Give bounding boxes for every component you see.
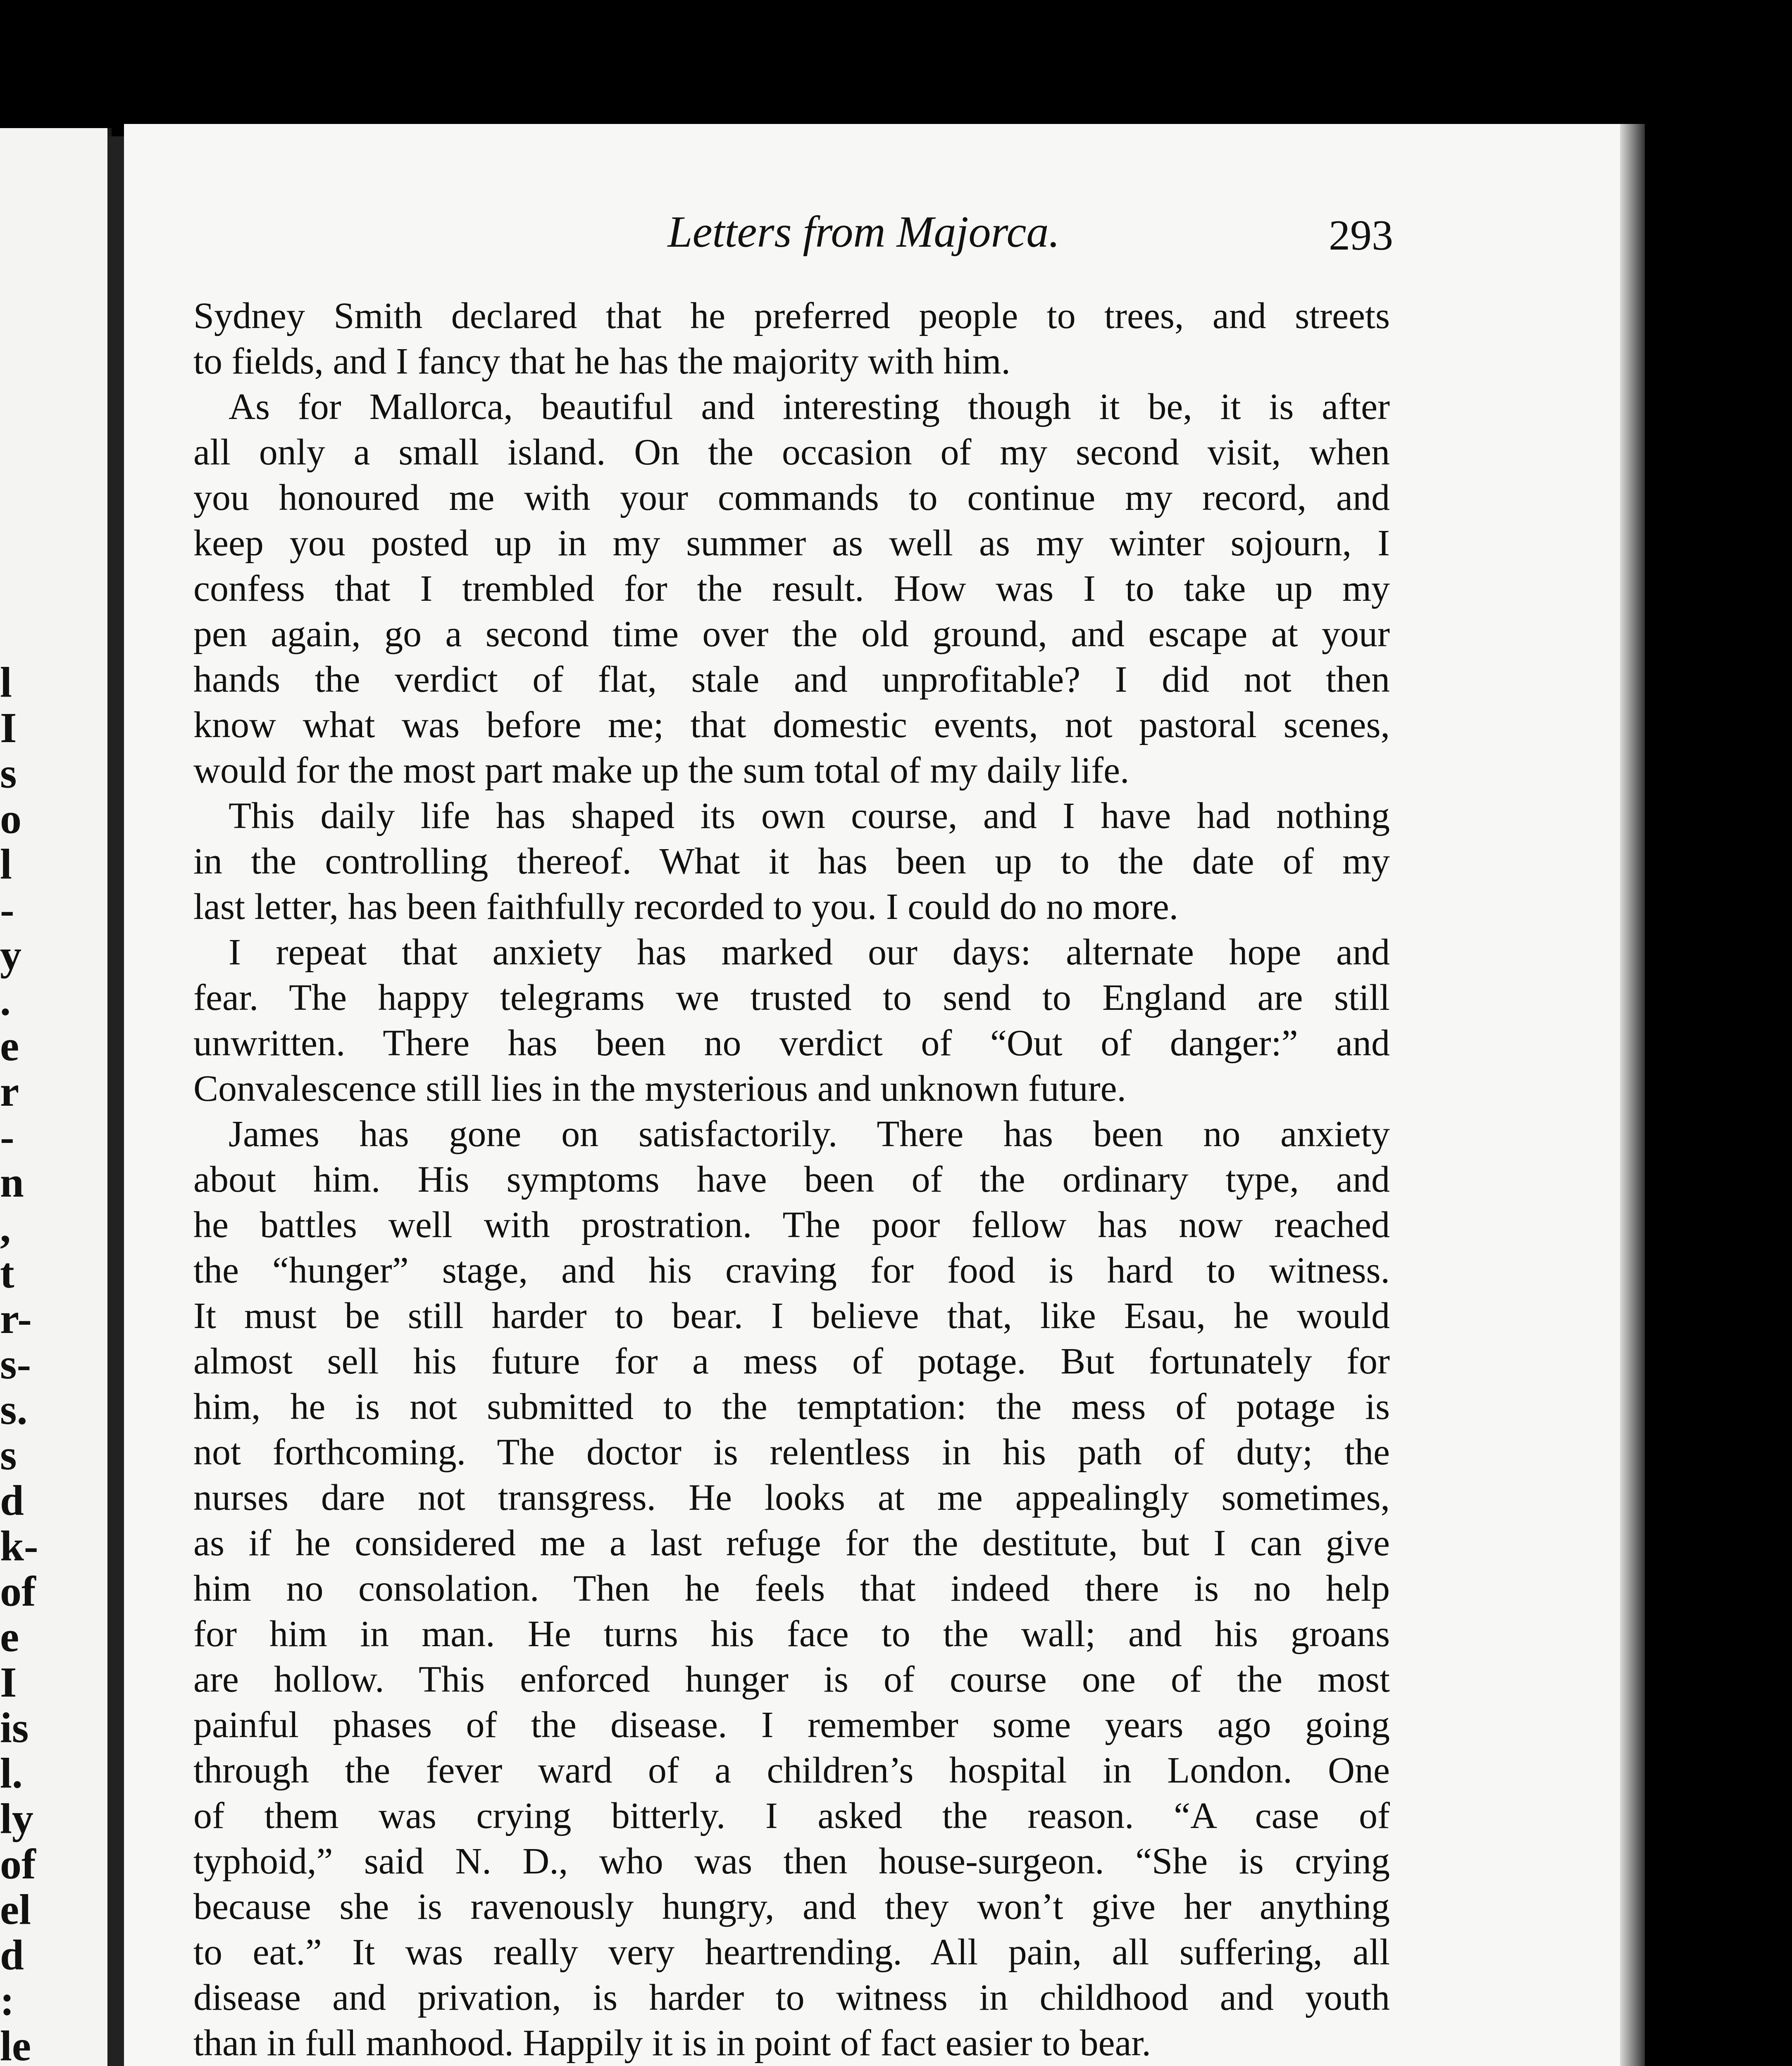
facing-page-fragment: I [0,704,17,752]
facing-page-fragment: el [0,1886,31,1933]
book-page [124,124,1628,2066]
text-line: pen again, go a second time over the old ground, and escape at your [193,614,1390,655]
text-line: to fields, and I fancy that he has the majority with him. [193,341,1011,382]
text-line: than in full manhood. Happily it is in point of fact easier to bear. [193,2023,1151,2064]
facing-page-fragment: . [0,977,11,1024]
text-line: in the controlling thereof. What it has been up to the date of my [193,841,1390,882]
facing-page-fragment: of [0,1568,36,1615]
facing-page-fragment: d [0,1477,24,1524]
text-line: not forthcoming. The doctor is relentless in his path of duty; the [193,1432,1390,1473]
facing-page-fragment: t [0,1250,14,1297]
text-line: James has gone on satisfactorily. There has been no anxiety [229,1114,1390,1154]
facing-page-fragment: k- [0,1522,38,1570]
text-line: of them was crying bitterly. I asked the reason. “A case of [193,1795,1390,1836]
facing-page-fragment: s [0,1431,17,1479]
facing-page-fragment: : [0,1977,14,2024]
text-line: keep you posted up in my summer as well as my winter sojourn, I [193,523,1390,564]
text-line: you honoured me with your commands to continue my record, and [193,477,1390,518]
text-line: the “hunger” stage, and his craving for food is hard to witness. [193,1250,1390,1291]
text-line: because she is ravenously hungry, and they won’t give her anything [193,1886,1390,1927]
facing-page-fragment: l. [0,1749,23,1797]
text-line: would for the most part make up the sum total of my daily life. [193,750,1130,791]
text-line: for him in man. He turns his face to the wall; and his groans [193,1614,1390,1654]
facing-page-fragment: l [0,659,12,706]
text-line: unwritten. There has been no verdict of “Out of danger:” and [193,1023,1390,1064]
facing-page-fragment: s [0,750,17,797]
running-title: Letters from Majorca. [667,207,1060,257]
text-line: typhoid,” said N. D., who was then house-surgeon. “She is crying [193,1841,1390,1882]
text-line: all only a small island. On the occasion of my second visit, when [193,432,1390,473]
facing-page-fragment: s- [0,1340,31,1388]
text-line: as if he considered me a last refuge for the destitute, but I can give [193,1523,1390,1564]
text-line: know what was before me; that domestic events, not pastoral scenes, [193,705,1390,745]
facing-page-fragment: , [0,1204,11,1252]
facing-page-fragment: is [0,1704,29,1752]
text-line: him no consolation. Then he feels that indeed there is no help [193,1568,1390,1609]
page-header [124,207,1628,260]
text-line: through the fever ward of a children’s hospital in London. One [193,1750,1390,1791]
page-edge [1620,124,1645,2066]
facing-page-text-edge [0,128,107,2066]
facing-page-fragment: r- [0,1295,32,1342]
text-line: hands the verdict of flat, stale and unprofitable? I did not then [193,659,1390,700]
text-line: him, he is not submitted to the temptation: the mess of potage is [193,1386,1390,1427]
text-line: Convalescence still lies in the mysterious and unknown future. [193,1068,1127,1109]
text-line: Sydney Smith declared that he preferred people to trees, and streets [193,295,1390,336]
page-number: 293 [1329,212,1393,259]
text-line: As for Mallorca, beautiful and interesting though it be, it is after [229,386,1390,427]
body-text [193,293,1390,2066]
text-line: almost sell his future for a mess of potage. But fortunately for [193,1341,1390,1382]
text-line: last letter, has been faithfully recorded to you. I could do no more. [193,886,1179,927]
text-line: he battles well with prostration. The poor fellow has now reached [193,1204,1390,1245]
text-line: to eat.” It was really very heartrending. All pain, all suffering, all [193,1932,1390,1973]
book-gutter [108,136,125,2066]
facing-page-fragment: ly [0,1795,33,1842]
text-line: fear. The happy telegrams we trusted to send to England are still [193,977,1390,1018]
text-line: nurses dare not transgress. He looks at me appealingly sometimes, [193,1477,1390,1518]
text-line: disease and privation, is harder to witness in childhood and youth [193,1977,1390,2018]
text-line: about him. His symptoms have been of the ordinary type, and [193,1159,1390,1200]
text-line: This daily life has shaped its own course, and I have had nothing [229,795,1390,836]
facing-page-fragment: n [0,1159,24,1206]
facing-page-fragment: l [0,840,12,888]
text-line: It must be still harder to bear. I believe that, like Esau, he would [193,1295,1390,1336]
facing-page-fragment: s. [0,1386,28,1433]
facing-page [0,128,112,2066]
facing-page-fragment: y [0,931,21,979]
facing-page-fragment: - [0,1113,14,1161]
text-line: are hollow. This enforced hunger is of course one of the most [193,1659,1390,1700]
facing-page-fragment: - [0,886,14,933]
facing-page-fragment: d [0,1931,24,1979]
facing-page-fragment: o [0,795,21,843]
facing-page-fragment: I [0,1659,17,1706]
facing-page-fragment: e [0,1613,19,1661]
text-line: confess that I trembled for the result. How was I to take up my [193,568,1390,609]
text-line: I repeat that anxiety has marked our days: alternate hope and [229,932,1390,973]
facing-page-fragment: r [0,1068,19,1115]
facing-page-fragment: of [0,1840,36,1888]
text-line: painful phases of the disease. I remember some years ago going [193,1704,1390,1745]
facing-page-fragment: e [0,1022,19,1070]
facing-page-fragment: le [0,2022,31,2066]
